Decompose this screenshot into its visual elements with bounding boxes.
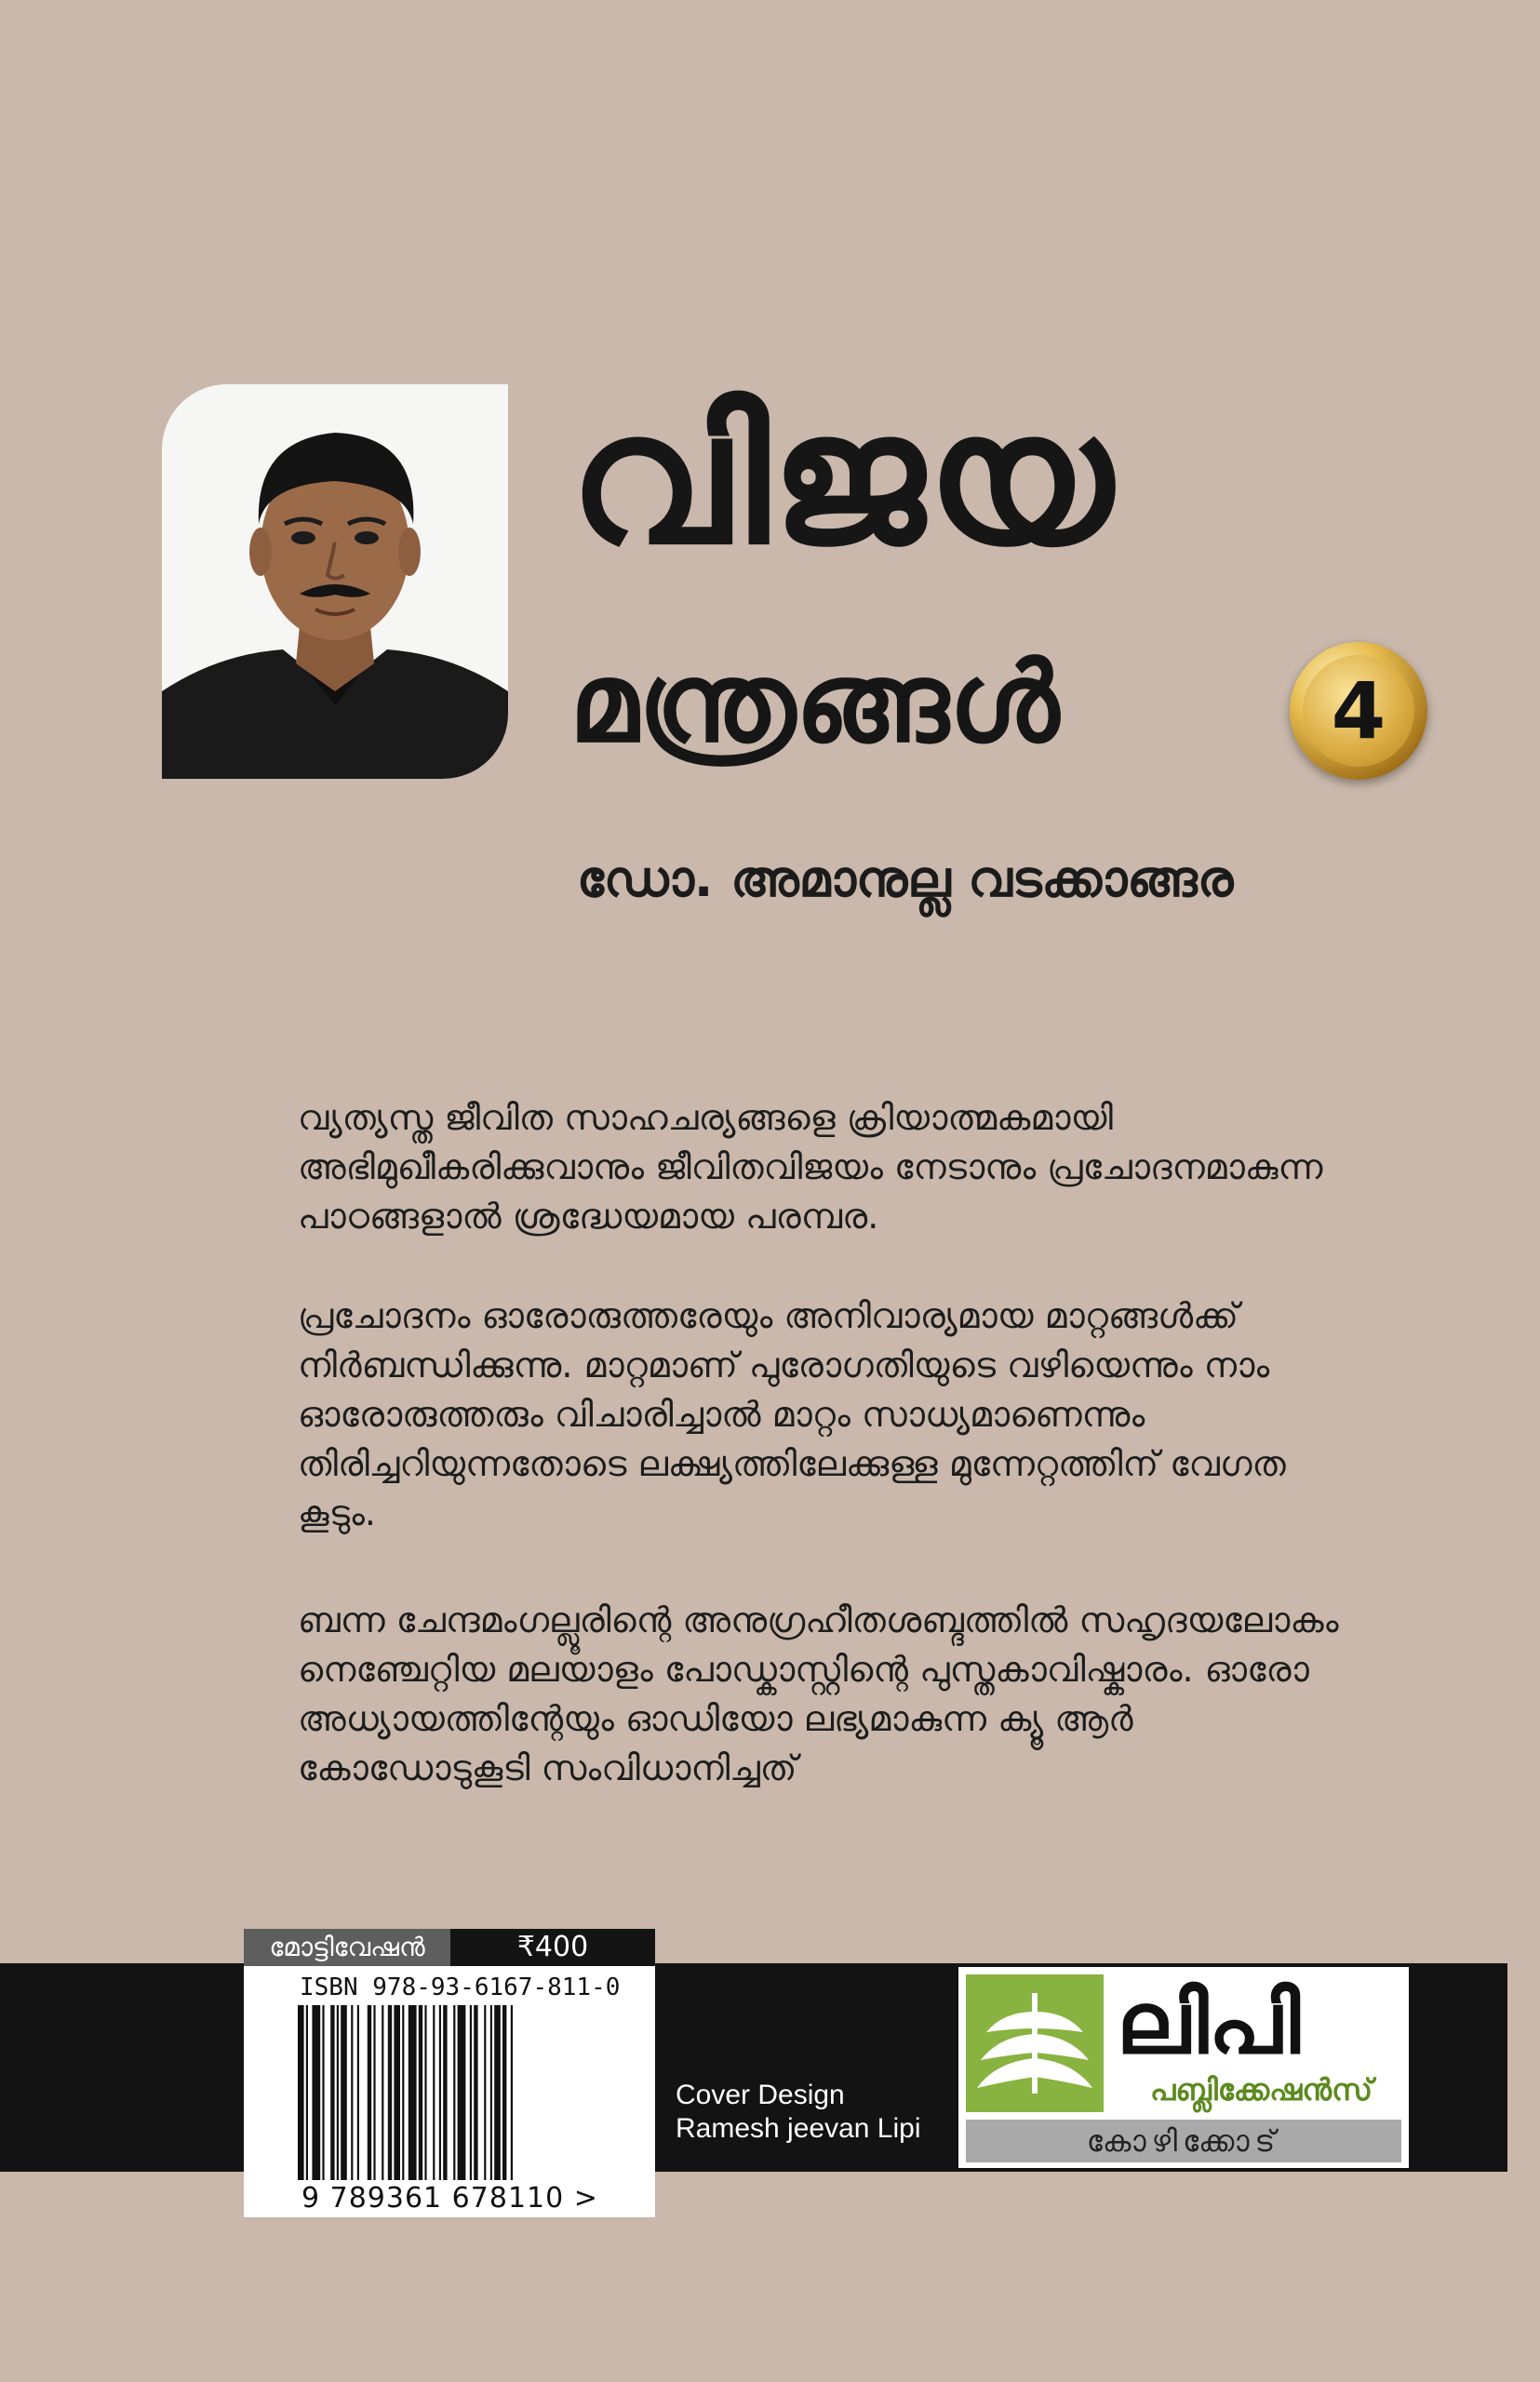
publisher-subtitle: പബ്ലിക്കേഷൻസ്: [1150, 2072, 1373, 2108]
barcode-number: 9 789361 678110 >: [301, 2182, 598, 2215]
isbn-text: ISBN 978-93-6167-811-0: [300, 1974, 621, 2001]
credit-line-1: Cover Design: [676, 2080, 845, 2110]
blurb-paragraph-3: ബന്ന ചേന്ദമംഗല്ലൂരിന്റെ അനുഗ്രഹീതശബ്ദത്തിൽ സഹൃദയലോകം നെഞ്ചേറ്റിയ മലയാളം പോഡ്കാസ്റ്റിന്റെ പുസ്തകാവിഷ്കാരം. ഓരോ അധ്യായത്തിന്റേയും ഓഡിയോ ലഭ്യമാകുന്ന ക്യൂ ആർ കോഡോടുകൂടി സംവിധാനിച്ചത്: [298, 1599, 1339, 1788]
cover-design-credit: [676, 2079, 920, 2146]
volume-badge: [1290, 642, 1427, 780]
volume-number: 4: [1303, 655, 1414, 767]
price-label: ₹400: [450, 1929, 655, 1966]
publisher-name: ലിപി: [1117, 1974, 1301, 2073]
publisher-city: കോഴിക്കോട്: [966, 2120, 1401, 2162]
book-title-line2: മന്ത്രങ്ങൾ: [569, 638, 1060, 767]
leaf-logo-icon: [966, 1974, 1104, 2112]
barcode-icon: [298, 2005, 601, 2180]
author-photo: [162, 384, 508, 779]
publisher-logo-block: [958, 1967, 1409, 2168]
barcode-block: [244, 1966, 655, 2217]
blurb-paragraph-1: വ്യത്യസ്ത ജീവിത സാഹചര്യങ്ങളെ ക്രിയാത്മകമായി അഭിമുഖീകരിക്കുവാനും ജീവിതവിജയം നേടാനും പ്രചോദനമാകുന്ന പാഠങ്ങളാൽ ശ്രദ്ധേയമായ പരമ്പര.: [298, 1097, 1323, 1237]
blurb-paragraph-2: പ്രചോദനം ഓരോരുത്തരേയും അനിവാര്യമായ മാറ്റങ്ങൾക്ക് നിർബന്ധിക്കുന്നു. മാറ്റമാണ് പുരോഗതിയുടെ വഴിയെന്നും നാം ഓരോരുത്തരും വിചാരിച്ചാൽ മാറ്റം സാധ്യമാണെന്നും തിരിച്ചറിയുന്നതോടെ ലക്ഷ്യത്തിലേക്കുള്ള മുന്നേറ്റത്തിന് വേഗത കൂടും.: [298, 1295, 1286, 1533]
category-label: മോട്ടിവേഷൻ: [244, 1929, 450, 1966]
credit-line-2: Ramesh jeevan Lipi: [676, 2113, 921, 2144]
author-name: ഡോ. അമാനുല്ല വടക്കാങ്ങര: [577, 850, 1234, 908]
book-title-line1: വിജയ: [569, 373, 1115, 585]
